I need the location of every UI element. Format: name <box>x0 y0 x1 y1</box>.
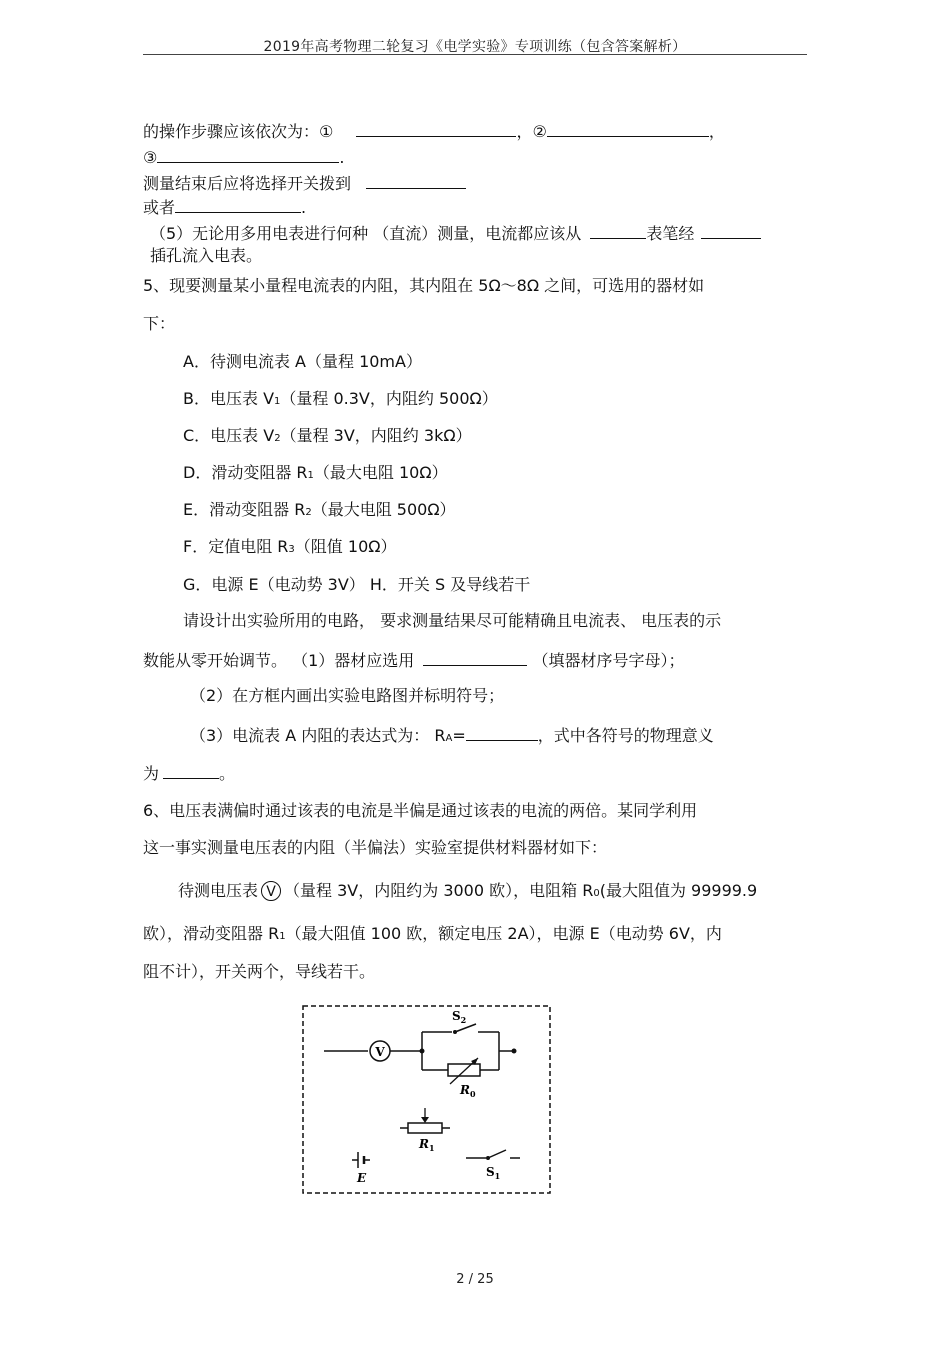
steps-line-1 <box>143 120 725 142</box>
option-e <box>183 500 456 523</box>
blank-7 <box>701 222 761 239</box>
q5-part-3-sub: A <box>445 733 453 744</box>
q5-part-1-text: 数能从零开始调节。 （1）器材应选用 <box>143 651 415 670</box>
option-c-post: （量程 3V，内阻约 3kΩ） <box>280 426 472 445</box>
option-c <box>183 426 472 449</box>
option-d-post: （最大电阻 10Ω） <box>313 463 448 482</box>
q6-line-3-post: (最大阻值为 99999.9 <box>599 881 758 900</box>
s2-label: $S_2$ <box>452 1009 467 1025</box>
r0-label: $R_0$ <box>460 1083 476 1099</box>
q5-part-3-eq: = <box>452 726 466 745</box>
q5-part-3-post: ，式中各符号的物理意义 <box>537 726 714 745</box>
blank-4 <box>366 172 466 189</box>
q5-part-4-text: 为 <box>143 764 160 783</box>
header-rule <box>143 54 807 55</box>
blank-6 <box>590 222 646 239</box>
option-b-text: B．电压表 V <box>183 389 275 408</box>
period: . <box>339 148 345 167</box>
q5-part-4-post: 。 <box>219 764 236 783</box>
s2-blade-icon <box>455 1024 476 1032</box>
battery-label: E <box>357 1171 367 1185</box>
q6-line-5: 阻不计），开关两个，导线若干。 <box>143 962 376 981</box>
sep-2: ，② <box>516 122 547 141</box>
blank-1 <box>356 120 516 137</box>
steps-line-2 <box>143 146 344 168</box>
step3-label: ③ <box>143 148 158 167</box>
option-d <box>183 463 448 486</box>
dashed-frame <box>303 1006 550 1193</box>
q5-part-3 <box>190 724 714 749</box>
q5-requirement: 请设计出实验所用的电路， 要求测量结果尽可能精确且电流表、 电压表的示 <box>183 611 722 630</box>
voltmeter-label: V <box>375 1045 385 1059</box>
q5-title: 5、现要测量某小量程电流表的内阻，其内阻在 5Ω～8Ω 之间，可选用的器材如 <box>143 276 705 295</box>
item-5-mid: 表笔经 <box>646 224 695 243</box>
option-c-text: C．电压表 V <box>183 426 275 445</box>
q5-part-1-post: （填器材序号字母）； <box>532 651 685 670</box>
node-right <box>512 1049 517 1054</box>
page-number: 2 / 25 <box>456 1272 494 1287</box>
q6-line-1: 6、电压表满偏时通过该表的电流是半偏是通过该表的电流的两倍。某同学利用 <box>143 801 698 820</box>
r0-resistor-icon <box>448 1064 480 1076</box>
r1-resistor-icon <box>408 1123 442 1133</box>
option-e-post: （最大电阻 500Ω） <box>311 500 456 519</box>
q5-part-3-text: （3）电流表 A 内阻的表达式为： R <box>190 726 446 745</box>
blank-5 <box>175 196 301 213</box>
blank-equipment <box>423 649 527 666</box>
circuit-diagram <box>300 1000 555 1198</box>
switch-line <box>143 172 466 194</box>
or-line <box>143 196 306 218</box>
option-b <box>183 389 498 412</box>
q6-line-4-text: 欧），滑动变阻器 R <box>143 924 280 943</box>
r1-label: $R_1$ <box>419 1137 435 1153</box>
q6-line-3 <box>178 881 757 904</box>
q6-line-2: 这一事实测量电压表的内阻（半偏法）实验室提供材料器材如下： <box>143 838 608 857</box>
option-g-h: G．电源 E（电动势 3V） H．开关 S 及导线若干 <box>183 575 531 594</box>
q6-line-4-post: （最大阻值 100 欧，额定电压 2A），电源 E（电动势 6V，内 <box>285 924 722 943</box>
item-5-text: （5）无论用多用电表进行何种 （直流）测量，电流都应该从 <box>150 224 582 243</box>
voltmeter-symbol: V <box>261 881 281 901</box>
q6-line-4 <box>143 924 722 947</box>
r1-slider-head-icon <box>421 1117 429 1123</box>
option-d-sub: 1 <box>307 470 314 481</box>
blank-2 <box>547 120 709 137</box>
or-text: 或者 <box>143 198 176 217</box>
q5-part-4 <box>143 762 235 784</box>
option-e-text: E．滑动变阻器 R <box>183 500 306 519</box>
blank-meaning <box>163 762 219 779</box>
steps-text: 的操作步骤应该依次为：① <box>143 122 334 141</box>
option-e-sub: 2 <box>305 507 312 518</box>
period-2: . <box>301 198 307 217</box>
switch-text: 测量结束后应将选择开关拨到 <box>143 174 352 193</box>
option-f-text: F．定值电阻 R <box>183 537 289 556</box>
q5-part-2: （2）在方框内画出实验电路图并标明符号； <box>190 686 505 705</box>
q5-title-2: 下： <box>143 314 176 333</box>
q6-line-3-sub: 0 <box>593 888 600 899</box>
q6-line-4-sub: 1 <box>279 931 286 942</box>
option-d-text: D．滑动变阻器 R <box>183 463 308 482</box>
option-f <box>183 537 396 560</box>
item-5-line-2: 插孔流入电表。 <box>150 246 263 265</box>
q5-part-1 <box>143 649 684 671</box>
option-f-sub: 3 <box>288 544 295 555</box>
comma: ， <box>708 122 725 141</box>
option-b-sub: 1 <box>274 396 281 407</box>
option-a: A．待测电流表 A（量程 10mA） <box>183 352 422 371</box>
q6-line-3-text: 待测电压表 <box>178 881 259 900</box>
option-f-post: （阻值 10Ω） <box>294 537 397 556</box>
option-c-sub: 2 <box>274 433 281 444</box>
page-header: 2019年高考物理二轮复习《电学实验》专项训练（包含答案解析） <box>263 39 687 55</box>
q6-line-3-mid: （量程 3V，内阻约为 3000 欧），电阻箱 R <box>284 881 594 900</box>
item-5-line <box>150 222 761 244</box>
blank-3 <box>157 146 339 163</box>
s1-blade-icon <box>488 1150 506 1158</box>
s1-label: $S_1$ <box>486 1165 501 1181</box>
option-b-post: （量程 0.3V，内阻约 500Ω） <box>280 389 498 408</box>
blank-ra <box>466 724 538 741</box>
